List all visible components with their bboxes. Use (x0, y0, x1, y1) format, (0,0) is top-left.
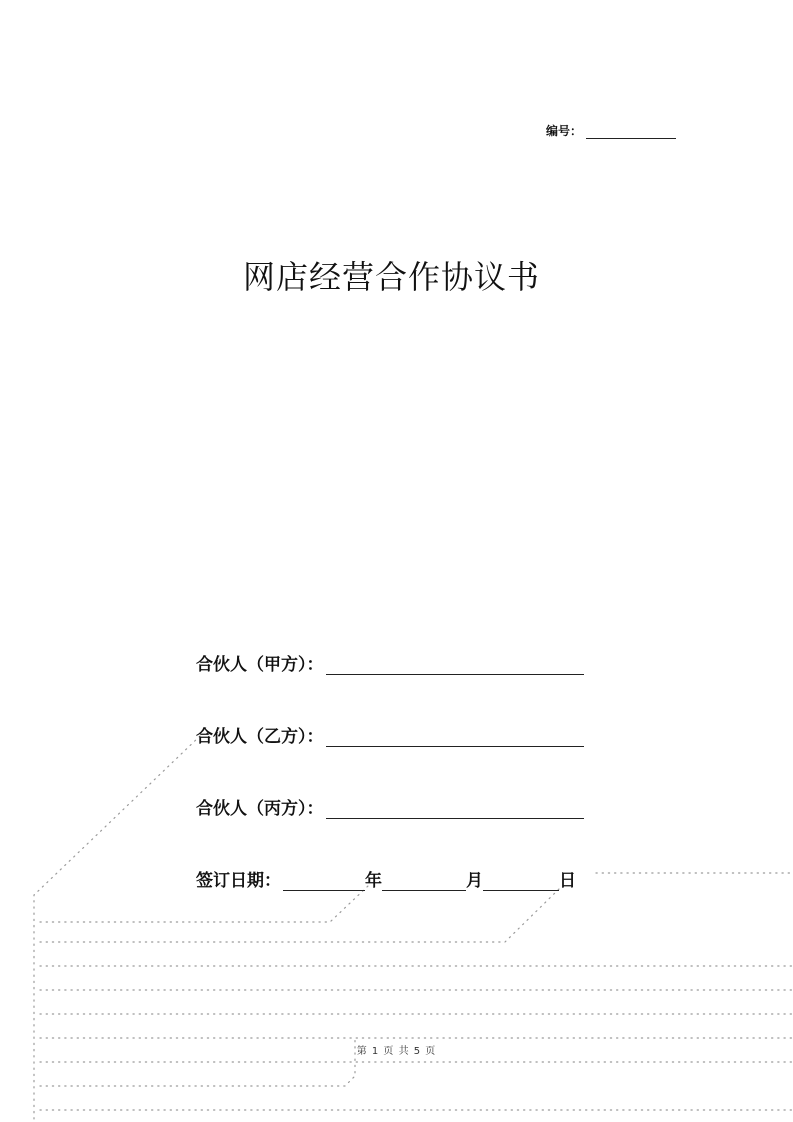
party-b-label: 合伙人（乙方）： (196, 727, 324, 747)
serial-number (546, 122, 676, 139)
party-a-label: 合伙人（甲方）： (196, 655, 324, 675)
page-number: 第 1 页 共 5 页 (356, 1046, 437, 1057)
month-label: 月 (466, 871, 483, 891)
day-label: 日 (559, 871, 576, 891)
party-b-blank[interactable] (326, 729, 584, 747)
party-c-blank[interactable] (326, 801, 584, 819)
month-blank[interactable] (382, 873, 466, 891)
party-b-field (196, 722, 584, 747)
serial-number-blank[interactable] (586, 126, 676, 139)
page-footer (0, 1042, 793, 1057)
signing-date-label: 签订日期： (196, 871, 281, 891)
party-a-field (196, 650, 584, 675)
party-a-blank[interactable] (326, 657, 584, 675)
party-c-label: 合伙人（丙方）： (196, 799, 324, 819)
day-blank[interactable] (483, 873, 559, 891)
year-blank[interactable] (283, 873, 365, 891)
serial-number-label: 编号： (546, 124, 583, 138)
signing-date-field (196, 866, 576, 891)
party-c-field (196, 794, 584, 819)
document-title (0, 252, 793, 298)
year-label: 年 (365, 871, 382, 891)
document-title-text: 网店经营合作协议书 (242, 258, 540, 296)
